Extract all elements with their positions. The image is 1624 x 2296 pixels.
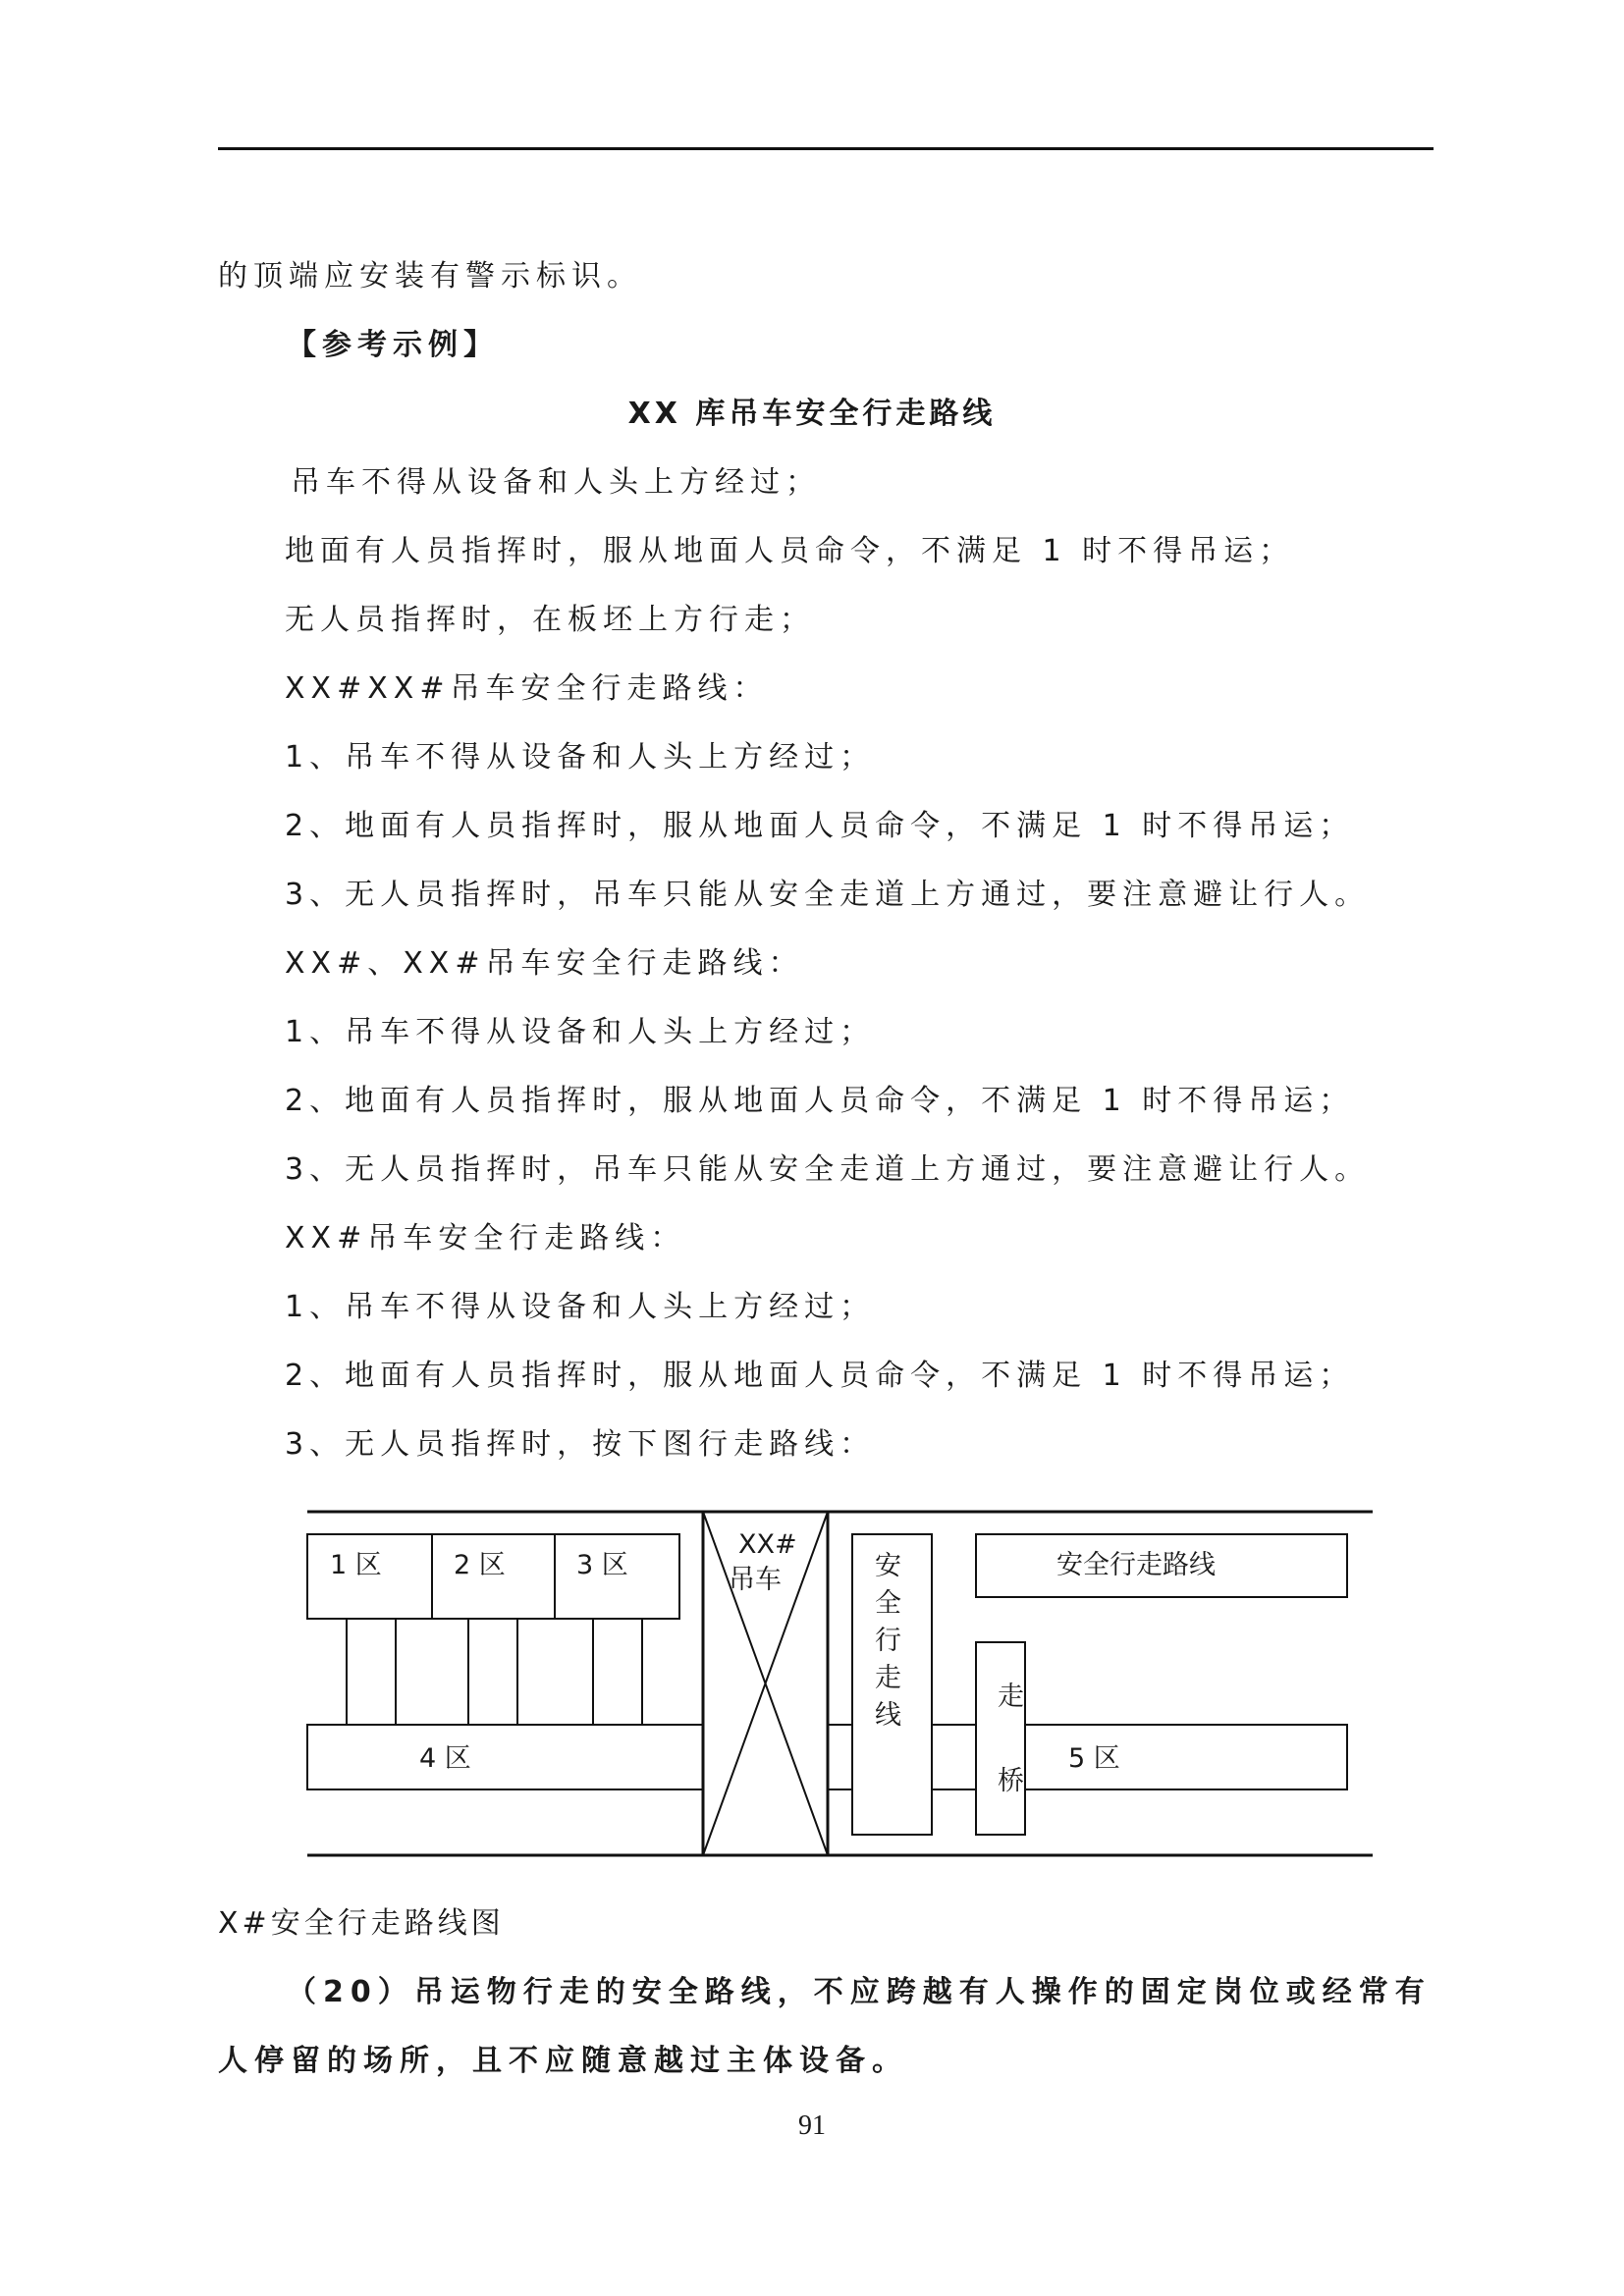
zone-2-label: 2 区 [454,1550,506,1580]
zone-3-label: 3 区 [576,1550,628,1580]
walkway-char: 走 [875,1663,901,1693]
bridge-label-top: 走 [998,1682,1024,1712]
page-number: 91 [798,2110,826,2141]
zone-4-label: 4 区 [419,1743,471,1774]
text-line: XX#XX#吊车安全行走路线： [285,671,769,706]
text-line: 3、无人员指挥时，按下图行走路线： [285,1427,876,1462]
clause-20-line-1: （20）吊运物行走的安全路线，不应跨越有人操作的固定岗位或经常有 [287,1975,1432,2009]
text-line: 3、无人员指挥时，吊车只能从安全走道上方通过，要注意避让行人。 [285,1152,1371,1187]
text-line: 地面有人员指挥时，服从地面人员命令，不满足 1 时不得吊运； [285,534,1295,568]
zone-4-box [307,1725,703,1789]
walkway-char: 行 [875,1626,901,1656]
crane-label-bottom: 吊车 [729,1565,782,1595]
bridge-label-bottom: 桥 [998,1766,1024,1796]
column-3 [593,1619,642,1725]
text-line: 无人员指挥时，在板坯上方行走； [285,603,815,637]
diagram-caption: X#安全行走路线图 [218,1906,505,1941]
route-label: 安全行走路线 [1056,1550,1216,1580]
clause-20-line-2: 人停留的场所，且不应随意越过主体设备。 [218,2044,908,2078]
text-line: XX#、XX#吊车安全行走路线： [285,946,804,981]
text-line: 2、地面有人员指挥时，服从地面人员命令，不满足 1 时不得吊运； [285,1084,1355,1118]
zone-5-label: 5 区 [1068,1743,1120,1774]
text-line: 3、无人员指挥时，吊车只能从安全走道上方通过，要注意避让行人。 [285,878,1371,912]
section-label: 【参考示例】 [287,328,499,362]
text-line: 1、吊车不得从设备和人头上方经过； [285,1290,876,1324]
text-line: 的顶端应安装有警示标识。 [218,259,642,294]
bridge-box [976,1642,1025,1835]
text-line: 1、吊车不得从设备和人头上方经过； [285,1015,876,1049]
crane-label-top: XX# [738,1529,797,1560]
text-line: 吊车不得从设备和人头上方经过； [291,465,821,500]
column-2 [468,1619,517,1725]
zone-1-label: 1 区 [330,1550,382,1580]
column-1 [347,1619,396,1725]
text-line: 1、吊车不得从设备和人头上方经过； [285,740,876,774]
text-line: XX#吊车安全行走路线： [285,1221,686,1255]
text-line: 2、地面有人员指挥时，服从地面人员命令，不满足 1 时不得吊运； [285,809,1355,843]
walkway-char: 全 [875,1588,901,1619]
example-title: XX 库吊车安全行走路线 [627,397,997,431]
walkway-char: 安 [875,1551,901,1581]
text-line: 2、地面有人员指挥时，服从地面人员命令，不满足 1 时不得吊运； [285,1359,1355,1393]
walkway-char: 线 [875,1700,901,1731]
